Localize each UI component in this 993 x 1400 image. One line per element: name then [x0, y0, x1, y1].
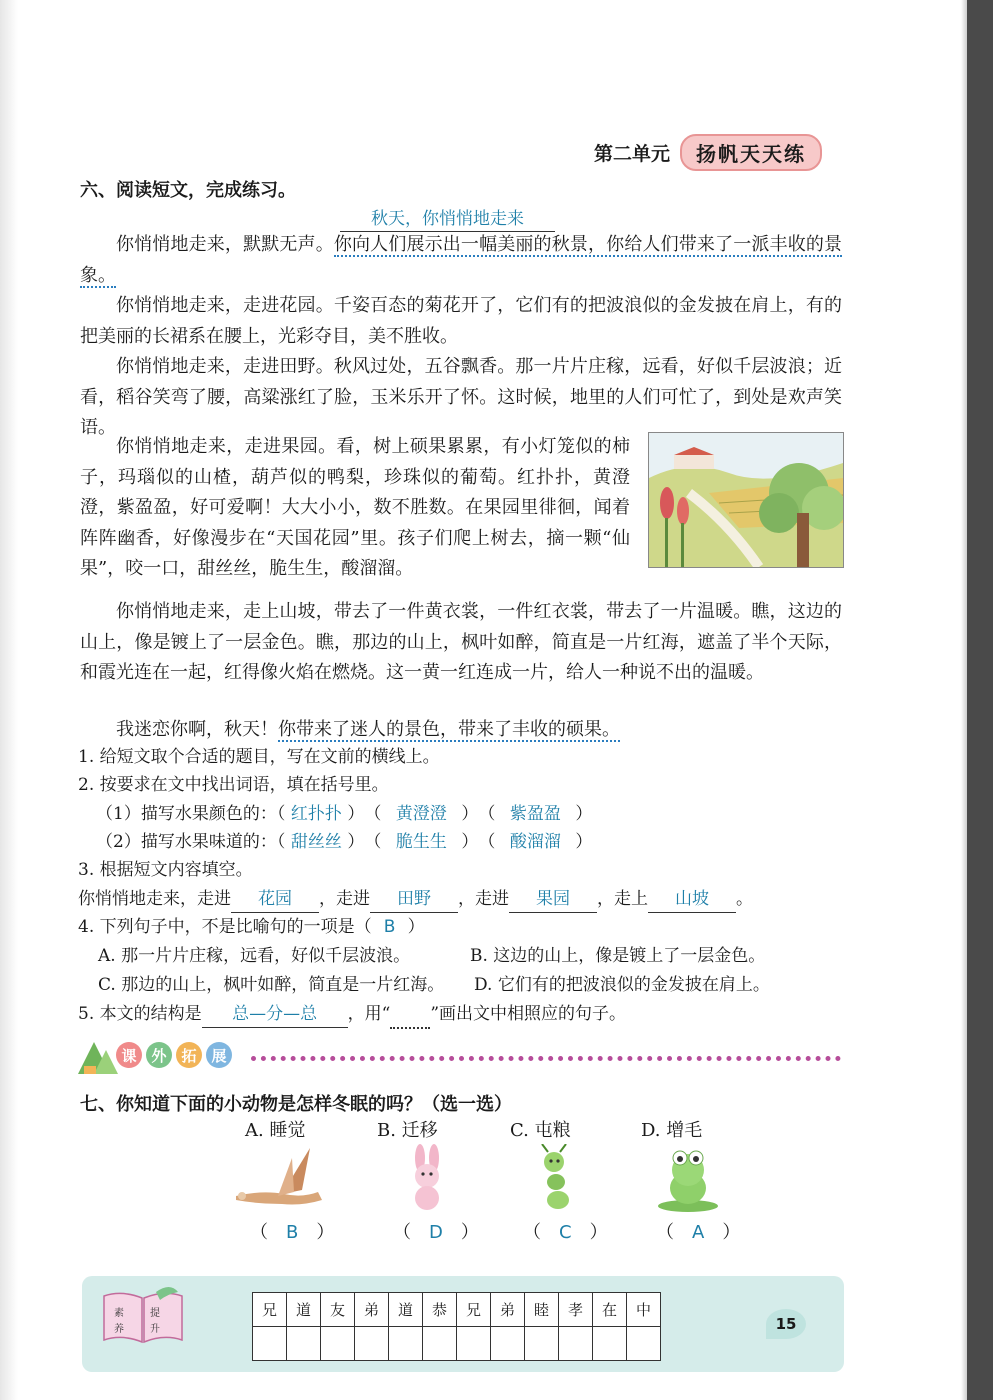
q4-text: 4. 下列句子中，不是比喻句的一项是（: [78, 917, 372, 937]
q3-blank-1: 花园: [231, 886, 319, 913]
grid-char: 友: [321, 1293, 355, 1327]
section-six-title: 六、阅读短文，完成练习。: [80, 180, 296, 201]
answer-b: （ D ）: [393, 1222, 479, 1243]
grid-blank-cell[interactable]: [287, 1327, 321, 1361]
wavy-line-sample: [390, 1001, 430, 1029]
grid-blank-cell[interactable]: [389, 1327, 423, 1361]
q4-option-d: D. 它们有的把波浪似的金发披在肩上。: [474, 975, 770, 995]
question-2: 2. 按要求在文中找出词语，填在括号里。: [78, 775, 389, 795]
q2-1-label: （1）描写水果颜色的：: [96, 804, 277, 824]
q5-answer: 总—分—总: [202, 1001, 348, 1028]
paragraph-2: 你悄悄地走来，走进花园。千姿百态的菊花开了，它们有的把波浪似的金发披在肩上，有的把美丽的长裙系在腰上，光彩夺目，美不胜收。: [80, 295, 842, 347]
q5-text-3: ”画出文中相照应的句子。: [430, 1004, 627, 1024]
extension-char-3: 拓: [176, 1042, 202, 1068]
grid-char: 恭: [423, 1293, 457, 1327]
open-book-icon: [100, 1286, 186, 1346]
q3-part-2: ，走进: [319, 889, 370, 909]
q2-2-label: （2）描写水果味道的：: [96, 832, 277, 852]
grid-char: 弟: [491, 1293, 525, 1327]
grid-blank-cell[interactable]: [559, 1327, 593, 1361]
unit-label: 第二单元: [594, 143, 671, 165]
question-2-1: （1）描写水果颜色的：（ 红扑扑 ） （ 黄澄澄 ） （ 紫盈盈 ）: [96, 801, 592, 827]
q3-part-4: ，走上: [597, 889, 648, 909]
p6-text: 我迷恋你啊，秋天！: [116, 719, 278, 740]
dotted-divider: [251, 1056, 841, 1061]
answer-a-value: B: [286, 1222, 299, 1243]
q3-part-5: 。: [736, 889, 753, 909]
option-c: C. 屯粮: [510, 1120, 571, 1141]
literacy-label-1: 素: [114, 1308, 124, 1319]
section-seven-title: 七、你知道下面的小动物是怎样冬眠的吗？（选一选）: [80, 1094, 512, 1115]
grid-blank-cell[interactable]: [253, 1327, 287, 1361]
q5-text-1: 5. 本文的结构是: [78, 1004, 202, 1024]
paragraph-5: 你悄悄地走来，走上山坡，带去了一件黄衣裳，一件红衣裳，带去了一片温暖。瞧，这边的山上，像是镀上了一层金色。瞧，那边的山上，枫叶如醉，简直是一片红海，遮盖了半个天际，和霞光连在一起，红得像火焰在燃烧。这一黄一红连成一片，给人一种说不出的温暖。: [80, 601, 842, 683]
grid-blank-cell[interactable]: [457, 1327, 491, 1361]
q4-close: ）: [407, 917, 425, 937]
paragraph-6: [80, 715, 842, 746]
passage-title-answer: 秋天，你悄悄地走来: [340, 204, 555, 232]
q2-1-answer-3: 紫盈盈: [509, 804, 561, 824]
page-edge: [967, 0, 993, 1400]
extension-char-1: 课: [116, 1042, 142, 1068]
question-4: [78, 914, 425, 940]
q2-1-answer-2: 黄澄澄: [395, 804, 447, 824]
landscape-picture: [649, 433, 843, 567]
grid-blank-cell[interactable]: [423, 1327, 457, 1361]
page-number: 15: [766, 1309, 806, 1339]
answer-c: （ C ）: [523, 1222, 608, 1243]
extension-char-4: 展: [206, 1042, 232, 1068]
literacy-label-4: 升: [150, 1324, 160, 1335]
grid-blank-cell[interactable]: [525, 1327, 559, 1361]
paragraph-4: 你悄悄地走来，走进果园。看，树上硕果累累，有小灯笼似的柿子，玛瑙似的山楂，葫芦似的鸭梨，珍珠似的葡萄。红扑扑，黄澄澄，紫盈盈，好可爱啊！大大小小，数不胜数。在果园里徘徊，闻着阵阵幽香，好像漫步在“天国花园”里。孩子们爬上树去，摘一颗“仙果”，咬一口，甜丝丝，脆生生，酸溜溜。: [80, 436, 630, 579]
mountain-icon: [76, 1032, 120, 1076]
q3-blank-4: 山坡: [648, 886, 736, 913]
grid-blank-cell[interactable]: [321, 1327, 355, 1361]
q3-blank-2: 田野: [370, 886, 458, 913]
question-1: 1. 给短文取个合适的题目，写在文前的横线上。: [78, 747, 440, 767]
q3-part-1: 你悄悄地走来，走进: [78, 889, 231, 909]
grid-blank-cell[interactable]: [593, 1327, 627, 1361]
answer-d: （ A ）: [656, 1222, 741, 1243]
grid-row-characters: [253, 1293, 661, 1327]
literacy-label-3: 养: [114, 1324, 124, 1335]
question-3-fill: [78, 886, 753, 913]
grid-blank-cell[interactable]: [491, 1327, 525, 1361]
p6-underlined: 你带来了迷人的景色，带来了丰收的硕果。: [278, 719, 620, 740]
option-b: B. 迁移: [377, 1120, 438, 1141]
answer-b-value: D: [429, 1222, 443, 1243]
series-title: 扬帆天天练: [680, 134, 822, 171]
question-2-2: （2）描写水果味道的：（ 甜丝丝 ） （ 脆生生 ） （ 酸溜溜 ）: [96, 829, 592, 855]
p1-underlined: 你向人们展示出一幅美丽的秋景，你给人们带来了一派丰收的景象。: [80, 234, 843, 286]
question-5: [78, 1001, 626, 1029]
q5-text-2: ，用“: [347, 1004, 391, 1024]
q4-option-a: A. 那一片片庄稼，远看，好似千层波浪。: [98, 946, 411, 966]
q2-2-answer-3: 酸溜溜: [509, 832, 561, 852]
answer-a: （ B ）: [250, 1222, 335, 1243]
grid-blank-cell[interactable]: [355, 1327, 389, 1361]
frog-image: [656, 1144, 720, 1212]
grid-char: 道: [287, 1293, 321, 1327]
orchard-illustration: [648, 432, 844, 568]
extension-label: [116, 1042, 236, 1068]
q3-blank-3: 果园: [509, 886, 597, 913]
page-spine: [0, 0, 18, 1400]
rabbit-image: [400, 1144, 456, 1212]
grid-char: 弟: [355, 1293, 389, 1327]
q2-1-answer-1: 红扑扑: [290, 804, 342, 824]
grid-char: 睦: [525, 1293, 559, 1327]
grid-blank-cell[interactable]: [627, 1327, 661, 1361]
q3-part-3: ，走进: [458, 889, 509, 909]
grid-row-blank: [253, 1327, 661, 1361]
answer-c-value: C: [559, 1222, 572, 1243]
p1-text: 你悄悄地走来，默默无声。: [116, 234, 334, 255]
q4-option-b: B. 这边的山上，像是镀上了一层金色。: [470, 946, 766, 966]
wild-goose-image: [232, 1144, 328, 1212]
unit-header: [594, 134, 822, 171]
grid-char: 兄: [457, 1293, 491, 1327]
q4-option-c: C. 那边的山上，枫叶如醉，简直是一片红海。: [98, 975, 445, 995]
grid-char: 道: [389, 1293, 423, 1327]
extension-char-2: 外: [146, 1042, 172, 1068]
grid-char: 孝: [559, 1293, 593, 1327]
option-a: A. 睡觉: [245, 1120, 306, 1141]
answer-d-value: A: [692, 1222, 705, 1243]
literacy-label-2: 提: [150, 1308, 160, 1319]
paragraph-1: [80, 230, 842, 291]
grid-char: 兄: [253, 1293, 287, 1327]
extension-banner: [76, 1040, 846, 1076]
question-3: 3. 根据短文内容填空。: [78, 860, 253, 880]
q2-2-answer-1: 甜丝丝: [290, 832, 342, 852]
character-practice-grid: [252, 1292, 661, 1361]
grid-char: 中: [627, 1293, 661, 1327]
paragraph-3: 你悄悄地走来，走进田野。秋风过处，五谷飘香。那一片片庄稼，远看，好似千层波浪；近看，稻谷笑弯了腰，高粱涨红了脸，玉米乐开了怀。这时候，地里的人们可忙了，到处是欢声笑语。: [80, 356, 842, 438]
grid-char: 在: [593, 1293, 627, 1327]
q4-answer: B: [383, 917, 396, 937]
q2-2-answer-2: 脆生生: [395, 832, 447, 852]
option-d: D. 增毛: [641, 1120, 703, 1141]
ant-image: [528, 1144, 584, 1212]
